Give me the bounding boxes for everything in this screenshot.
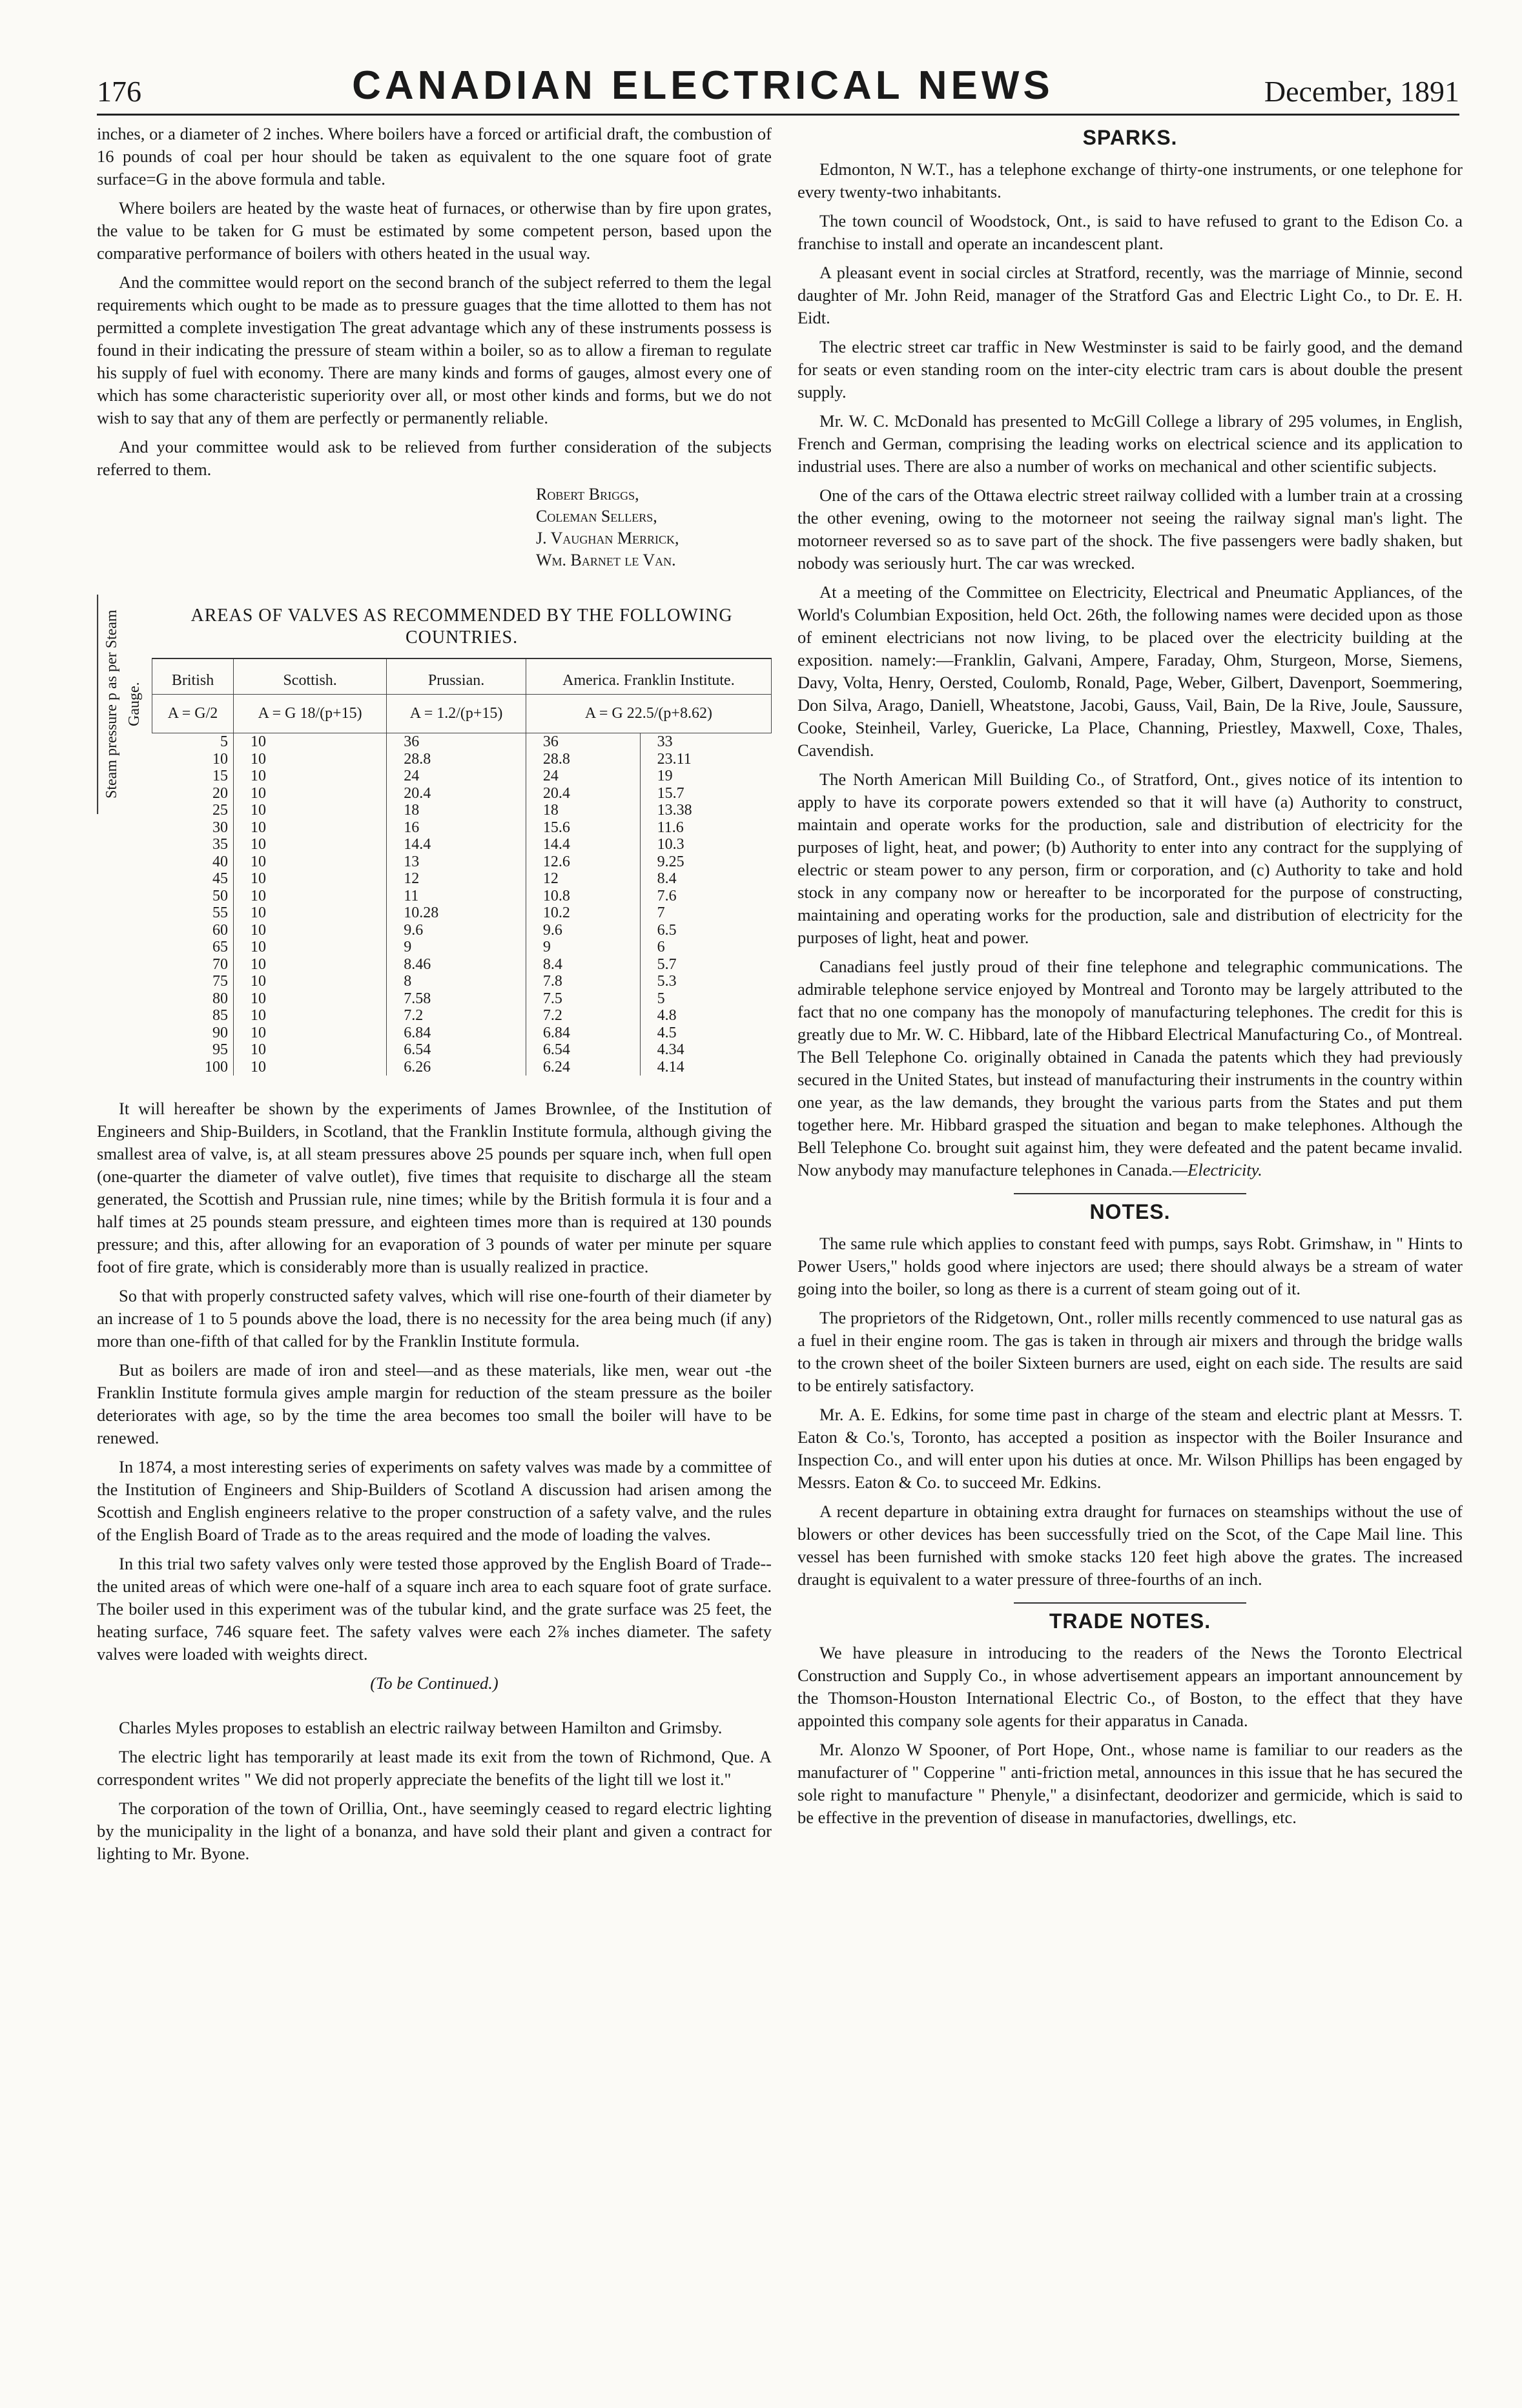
- table-cell: 5: [640, 990, 771, 1008]
- table-row: [152, 904, 772, 922]
- to-be-continued: (To be Continued.): [370, 1673, 499, 1693]
- table-cell: 7.2: [526, 1007, 640, 1025]
- table-row: [152, 853, 772, 871]
- table-row: [152, 785, 772, 802]
- table-cell: 4.34: [640, 1041, 771, 1059]
- table-cell: 25: [212, 802, 228, 819]
- table-cell: 6.84: [387, 1025, 526, 1042]
- table-cell: 9.25: [640, 853, 771, 871]
- table-cell: 7.8: [526, 973, 640, 990]
- table-row: [152, 973, 772, 990]
- table-cell: 85: [212, 1007, 228, 1024]
- paragraph: We have pleasure in introducing to the readers of the News the Toronto Electrical Construction and Supply Co., in whose advertisement appears an important announcement by the Thomson-Houston International Electric Co., of Boston, to the effect that they have appointed this company sole agents for their apparatus in Canada.: [797, 1643, 1463, 1730]
- table-cell: 5.3: [640, 973, 771, 990]
- table-row: [152, 819, 772, 837]
- table-row: [152, 888, 772, 905]
- paragraph: A pleasant event in social circles at Stratford, recently, was the marriage of Minnie, second daughter of Mr. John Reid, manager of the Stratford Gas and Electric Light Co., to Dr. E. H. Eidt.: [797, 263, 1463, 327]
- table-cell: 10: [233, 853, 386, 871]
- table-cell: 4.14: [640, 1059, 771, 1076]
- table-cell: 19: [640, 768, 771, 785]
- formula: A = G 18/(p+15): [233, 695, 386, 733]
- paragraph: [797, 955, 1463, 1181]
- table-cell: 15.7: [640, 785, 771, 802]
- table-cell: 10: [233, 1059, 386, 1076]
- table-cell: 10: [233, 939, 386, 956]
- table-row: [152, 802, 772, 819]
- paragraph: It will hereafter be shown by the experiments of James Brownlee, of the Institution of Engineers and Ship-Builders, in Scotland, that the Franklin Institute formula, although giving the smallest area of valve, is, at all steam pressures above 25 pounds per square inch, when full open (one-quarter the diameter of valve outlet), five times that requisite to discharge all the steam generated, the Scottish and Prussian rule, nine times; while by the British formula it is four and a half times at 25 pounds steam pressure, and eighteen times more than is required at 130 pounds pressure; and this, after allowing for an evaporation of 3 pounds of water per minute per square foot of fire grate, which is considerably more than is usually realized in practice.: [97, 1099, 772, 1276]
- table-cell: 6.24: [526, 1059, 640, 1076]
- table-cell: 55: [212, 904, 228, 921]
- table-cell: 10: [233, 956, 386, 974]
- table-row: [152, 870, 772, 888]
- section-heading-notes: NOTES.: [1089, 1200, 1171, 1223]
- paragraph: At a meeting of the Committee on Electricity, Electrical and Pneumatic Appliances, of the World's Columbian Exposition, held Oct. 26th, the following names were decided upon as those of eminent electricians not now living, to be placed over the electricity building at the exposition. namely:—Franklin, Galvani, Ampere, Faraday, Ohm, Sturgeon, Morse, Siemens, Davy, Volta, Henry, Oersted, Coulomb, Ronald, Page, Weber, Gilbert, Davenport, Soemmering, Don Silva, Arago, Daniell, Wheatstone, Jacobi, Gauss, Vail, Bain, De la Rive, Joule, Saussure, Cooke, Steinheil, Varley, Guericke, La Place, Channing, Priestley, Maxwell, Coxe, Thales, Cavendish.: [797, 582, 1463, 760]
- table-cell: 45: [212, 870, 228, 887]
- table-row: [152, 939, 772, 956]
- table-cell: 10: [233, 973, 386, 990]
- table-cell: 7.6: [640, 888, 771, 905]
- table-cell: 14.4: [387, 836, 526, 853]
- table-cell: 50: [212, 887, 228, 904]
- table-cell: 20: [212, 784, 228, 802]
- paragraph: Charles Myles proposes to establish an electric railway between Hamilton and Grimsby.: [119, 1718, 723, 1737]
- table-row: [152, 1041, 772, 1059]
- paragraph: Mr. W. C. McDonald has presented to McGill College a library of 295 volumes, in English, French and German, comprising the leading works on electrical science and its application to industrial uses. There are also a number of works on mechanical and other scientific subjects.: [797, 411, 1463, 476]
- paragraph: And your committee would ask to be relieved from further consideration of the subjects referred to them.: [97, 437, 772, 479]
- table-cell: 35: [212, 836, 228, 853]
- signer: Coleman Sellers,: [536, 507, 657, 525]
- paragraph: And the committee would report on the second branch of the subject referred to them the legal requirements which ought to be made as to pressure guages that the time allotted to them has not permitted a complete investigation The great advantage which any of these instruments possess is found in their indicating the pressure of steam within a boiler, so as to allow a fireman to regulate his supply of fuel with economy. There are many kinds and forms of gauges, almost every one of which has some characteristic superiority over all, or most other kinds and forms, but we do not wish to say that any of them are perfectly or permanently reliable.: [97, 272, 772, 427]
- table-cell: 5.7: [640, 956, 771, 974]
- paragraph: One of the cars of the Ottawa electric street railway collided with a lumber train at a crossing the other evening, owing to the motorneer not seeing the railway signal man's light. The motorneer reversed so as to save part of the shock. The five passengers were badly shaken, but nobody was seriously hurt. The car was wrecked.: [797, 485, 1463, 573]
- table-cell: 8.46: [387, 956, 526, 974]
- table-cell: 6.54: [387, 1041, 526, 1059]
- table-cell: 10: [212, 750, 228, 768]
- table-row: [152, 1059, 772, 1076]
- paragraph: The town council of Woodstock, Ont., is said to have refused to grant to the Edison Co. a franchise to install and operate an incandescent plant.: [797, 211, 1463, 253]
- page-number: 176: [97, 75, 141, 108]
- section-heading-sparks: SPARKS.: [1082, 126, 1178, 149]
- table-cell: 30: [212, 819, 228, 836]
- paragraph: In 1874, a most interesting series of experiments on safety valves was made by a committee of the Institution of Engineers and Ship-Builders of Scotland A discussion had arisen among the Scottish and English engineers relative to the proper construction of a safety valve, and the rules of the English Board of Trade as to the areas required and the mode of loading the valves.: [97, 1457, 772, 1544]
- table-cell: 10: [233, 870, 386, 888]
- table-cell: 9: [526, 939, 640, 956]
- table-cell: 28.8: [387, 751, 526, 768]
- paragraph: Edmonton, N W.T., has a telephone exchange of thirty-one instruments, or one telephone for every twenty-two inhabitants.: [797, 159, 1463, 201]
- table-cell: 12: [526, 870, 640, 888]
- table-header: America. Franklin Institute.: [526, 658, 771, 695]
- table-cell: 36: [526, 733, 640, 751]
- table-cell: 24: [526, 768, 640, 785]
- table-row: [152, 922, 772, 939]
- table-cell: 7.5: [526, 990, 640, 1008]
- table-row: [152, 751, 772, 768]
- valve-areas-table: [97, 595, 772, 1076]
- table-cell: 6.5: [640, 922, 771, 939]
- masthead-title: CANADIAN ELECTRICAL NEWS: [352, 63, 1054, 108]
- table-cell: 90: [212, 1024, 228, 1041]
- left-column: [97, 123, 772, 1872]
- table-cell: 24: [387, 768, 526, 785]
- paragraph: Where boilers are heated by the waste heat of furnaces, or otherwise than by fire upon grates, the value to be taken for G must be estimated by some competent person, based upon the comparative performance of boilers with others heated in the usual way.: [97, 198, 772, 263]
- table-cell: 70: [212, 955, 228, 973]
- table-cell: 80: [212, 990, 228, 1007]
- signer: J. Vaughan Merrick,: [536, 529, 679, 547]
- table-cell: 18: [387, 802, 526, 819]
- paragraph: Mr. Alonzo W Spooner, of Port Hope, Ont., whose name is familiar to our readers as the manufacturer of " Copperine " anti-friction metal, announces in this issue that he has secured the sole right to manufacture " Phenyle," a disinfectant, deodorizer and germicide, which is said to be effective in the prevention of disease in manufactories, dwellings, etc.: [797, 1740, 1463, 1827]
- table-cell: 95: [212, 1041, 228, 1058]
- table-row: [152, 836, 772, 853]
- table-cell: 12.6: [526, 853, 640, 871]
- paragraph: The corporation of the town of Orillia, Ont., have seemingly ceased to regard electric lighting by the municipality in the light of a bonanza, and have sold their plant and given a contract for lighting to Mr. Byone.: [97, 1799, 772, 1863]
- table-cell: 10.28: [387, 904, 526, 922]
- signer: Wm. Barnet le Van.: [536, 551, 676, 569]
- table-cell: 9.6: [387, 922, 526, 939]
- table-cell: 10: [233, 1007, 386, 1025]
- table-cell: 6.26: [387, 1059, 526, 1076]
- table-body: [152, 733, 772, 1076]
- table-row: [152, 1007, 772, 1025]
- table-cell: 10: [233, 888, 386, 905]
- paragraph-text: Canadians feel justly proud of their fine telephone and telegraphic communications. The admirable telephone service enjoyed by Montreal and Toronto may be largely attributed to the fact that no one company has the monopoly of manufacturing telephones. The credit for this is greatly due to Mr. W. C. Hibbard, late of the Hibbard Electrical Manufacturing Co., of Montreal. The Bell Telephone Co. originally obtained in Canada the patents which they had previously secured in the United States, but instead of manufacturing their instruments in the country within one year, as the law demands, they brought the various parts from the States and put them together here. Mr. Hibbard grasped the situation and began to make telephones. Although the Bell Telephone Co. brought suit against him, they were defeated and the patent became invalid. Now anybody may manufacture telephones in Canada.: [797, 957, 1463, 1179]
- table-cell: 60: [212, 921, 228, 939]
- table-cell: 100: [204, 1058, 228, 1076]
- table-cell: 10: [233, 751, 386, 768]
- table-cell: 13.38: [640, 802, 771, 819]
- table-cell: 7: [640, 904, 771, 922]
- table-cell: 16: [387, 819, 526, 837]
- paragraph: So that with properly constructed safety valves, which will rise one-fourth of their diameter by an increase of 1 to 5 pounds above the load, there is no necessity for the area being much (if any) more than one-fifth of that called for by the Franklin Institute formula.: [97, 1286, 772, 1351]
- table-header: Scottish.: [233, 658, 386, 695]
- table-cell: 4.5: [640, 1025, 771, 1042]
- table-cell: 4.8: [640, 1007, 771, 1025]
- table-cell: 9: [387, 939, 526, 956]
- section-heading-trade-notes: TRADE NOTES.: [1049, 1609, 1211, 1633]
- table-cell: 75: [212, 973, 228, 990]
- table-cell: 10: [233, 922, 386, 939]
- section-divider: [1014, 1602, 1246, 1604]
- table-cell: 15.6: [526, 819, 640, 837]
- committee-signatures: [536, 484, 772, 571]
- signer: Robert Briggs,: [536, 485, 639, 504]
- paragraph: The electric light has temporarily at least made its exit from the town of Richmond, Que. A correspondent writes " We did not properly appreciate the benefits of the light till we lost it.": [97, 1747, 772, 1789]
- table-cell: 10: [233, 768, 386, 785]
- table-row: [152, 768, 772, 785]
- table-cell: 15: [212, 768, 228, 784]
- table-cell: 36: [387, 733, 526, 751]
- table-cell: 10.3: [640, 836, 771, 853]
- formula: A = G/2: [152, 695, 234, 733]
- paragraph: The proprietors of the Ridgetown, Ont., roller mills recently commenced to use natural gas as a fuel in their engine room. The gas is taken in through air mixers and through the bridge walls to the crown sheet of the boiler Sixteen burners are used, eight on each side. The results are said to be entirely satisfactory.: [797, 1308, 1463, 1395]
- table-cell: 7.2: [387, 1007, 526, 1025]
- table-cell: 8.4: [640, 870, 771, 888]
- table-cell: 5: [220, 733, 228, 750]
- table-row: [152, 990, 772, 1008]
- table-cell: 33: [640, 733, 771, 751]
- paragraph: But as boilers are made of iron and steel—and as these materials, like men, wear out -the Franklin Institute formula gives ample margin for reduction of the steam pressure as the boiler deteriorates with age, so by the time the area becomes too small the boiler will have to be renewed.: [97, 1360, 772, 1447]
- source-credit: —Electricity.: [1172, 1160, 1262, 1179]
- table-cell: 10.8: [526, 888, 640, 905]
- formula: A = 1.2/(p+15): [387, 695, 526, 733]
- table-row-axis-label: Steam pressure p as per Steam Gauge.: [97, 595, 152, 814]
- paragraph: The same rule which applies to constant feed with pumps, says Robt. Grimshaw, in " Hints to Power Users," holds good where injectors are used; there should always be a stream of water going into the boiler, so long as there is a current of steam going out of it.: [797, 1234, 1463, 1298]
- table-cell: 13: [387, 853, 526, 871]
- table-row: [152, 733, 772, 751]
- table-title: AREAS OF VALVES AS RECOMMENDED BY THE FOLLOWING COUNTRIES.: [152, 595, 772, 658]
- table-cell: 7.58: [387, 990, 526, 1008]
- table-cell: 6.84: [526, 1025, 640, 1042]
- table-cell: 40: [212, 853, 228, 870]
- formula: A = G 22.5/(p+8.62): [526, 695, 771, 733]
- section-divider: [1014, 1193, 1246, 1194]
- table-row: [152, 1025, 772, 1042]
- table-row: [152, 956, 772, 974]
- paragraph: Mr. A. E. Edkins, for some time past in charge of the steam and electric plant at Messrs. T. Eaton & Co.'s, Toronto, has accepted a position as inspector with the Boiler Insurance and Inspection Co., and will enter upon his duties at once. Mr. Wilson Phillips has been engaged by Messrs. Eaton & Co. to succeed Mr. Edkins.: [797, 1405, 1463, 1492]
- table-cell: 14.4: [526, 836, 640, 853]
- table-cell: 11.6: [640, 819, 771, 837]
- paragraph: The electric street car traffic in New Westminster is said to be fairly good, and the demand for seats or even standing room on the inter-city electric tram cars is about double the present supply.: [797, 337, 1463, 402]
- table-cell: 12: [387, 870, 526, 888]
- table-cell: 6: [640, 939, 771, 956]
- table-cell: 65: [212, 939, 228, 955]
- paragraph: A recent departure in obtaining extra draught for furnaces on steamships without the use of blowers or other devices has been successfully tried on the Scot, of the Cape Mail line. This vessel has been furnished with smoke stacks 120 feet high above the grates. The increased draught is equivalent to a water pressure of three-fourths of an inch.: [797, 1502, 1463, 1589]
- table-cell: 10: [233, 819, 386, 837]
- table-cell: 10: [233, 785, 386, 802]
- table-cell: 10: [233, 904, 386, 922]
- table-cell: 23.11: [640, 751, 771, 768]
- table-cell: 10.2: [526, 904, 640, 922]
- issue-date: December, 1891: [1264, 75, 1459, 108]
- table-cell: 10: [233, 802, 386, 819]
- table-cell: 9.6: [526, 922, 640, 939]
- table-cell: 10: [233, 1041, 386, 1059]
- table-cell: 10: [233, 733, 386, 751]
- table-cell: 10: [233, 836, 386, 853]
- table-cell: 18: [526, 802, 640, 819]
- paragraph: inches, or a diameter of 2 inches. Where boilers have a forced or artificial draft, the combustion of 16 pounds of coal per hour should be taken as equivalent to the one square foot of grate surface=G in the above formula and table.: [97, 124, 772, 189]
- table-cell: 6.54: [526, 1041, 640, 1059]
- table-header: British: [152, 658, 234, 695]
- table-cell: 28.8: [526, 751, 640, 768]
- paragraph: The North American Mill Building Co., of Stratford, Ont., gives notice of its intention to apply to have its corporate powers extended so that it will have (a) Authority to construct, maintain and operate works for the production, sale and distribution of electricity for the purposes of light, heat, and power; (b) Authority to enter into any contract for the supplying of electric or steam power to any person, firm or corporation, and (c) Authority to take and hold stock in any company now or hereafter to be incorporated for the purpose of constructing, maintaining and operating works for the production, sale and distribution of electricity for the purposes of light, heat and power.: [797, 770, 1463, 947]
- page-header: [97, 57, 1459, 116]
- table-cell: 8.4: [526, 956, 640, 974]
- paragraph: In this trial two safety valves only were tested those approved by the English Board of Trade--the united areas of which were one-half of a square inch area to each square foot of grate surface. The boiler used in this experiment was of the tubular kind, and the grate surface was 25 feet, the heating surface, 746 square feet. The safety valves were each 2⅞ inches diameter. The safety valves were loaded with weights direct.: [97, 1554, 772, 1664]
- right-column: [797, 123, 1463, 1835]
- table-cell: 20.4: [387, 785, 526, 802]
- table-cell: 10: [233, 990, 386, 1008]
- table-cell: 10: [233, 1025, 386, 1042]
- table-cell: 11: [387, 888, 526, 905]
- table-cell: 20.4: [526, 785, 640, 802]
- table-header: Prussian.: [387, 658, 526, 695]
- valves-table: [152, 595, 772, 1076]
- table-cell: 8: [387, 973, 526, 990]
